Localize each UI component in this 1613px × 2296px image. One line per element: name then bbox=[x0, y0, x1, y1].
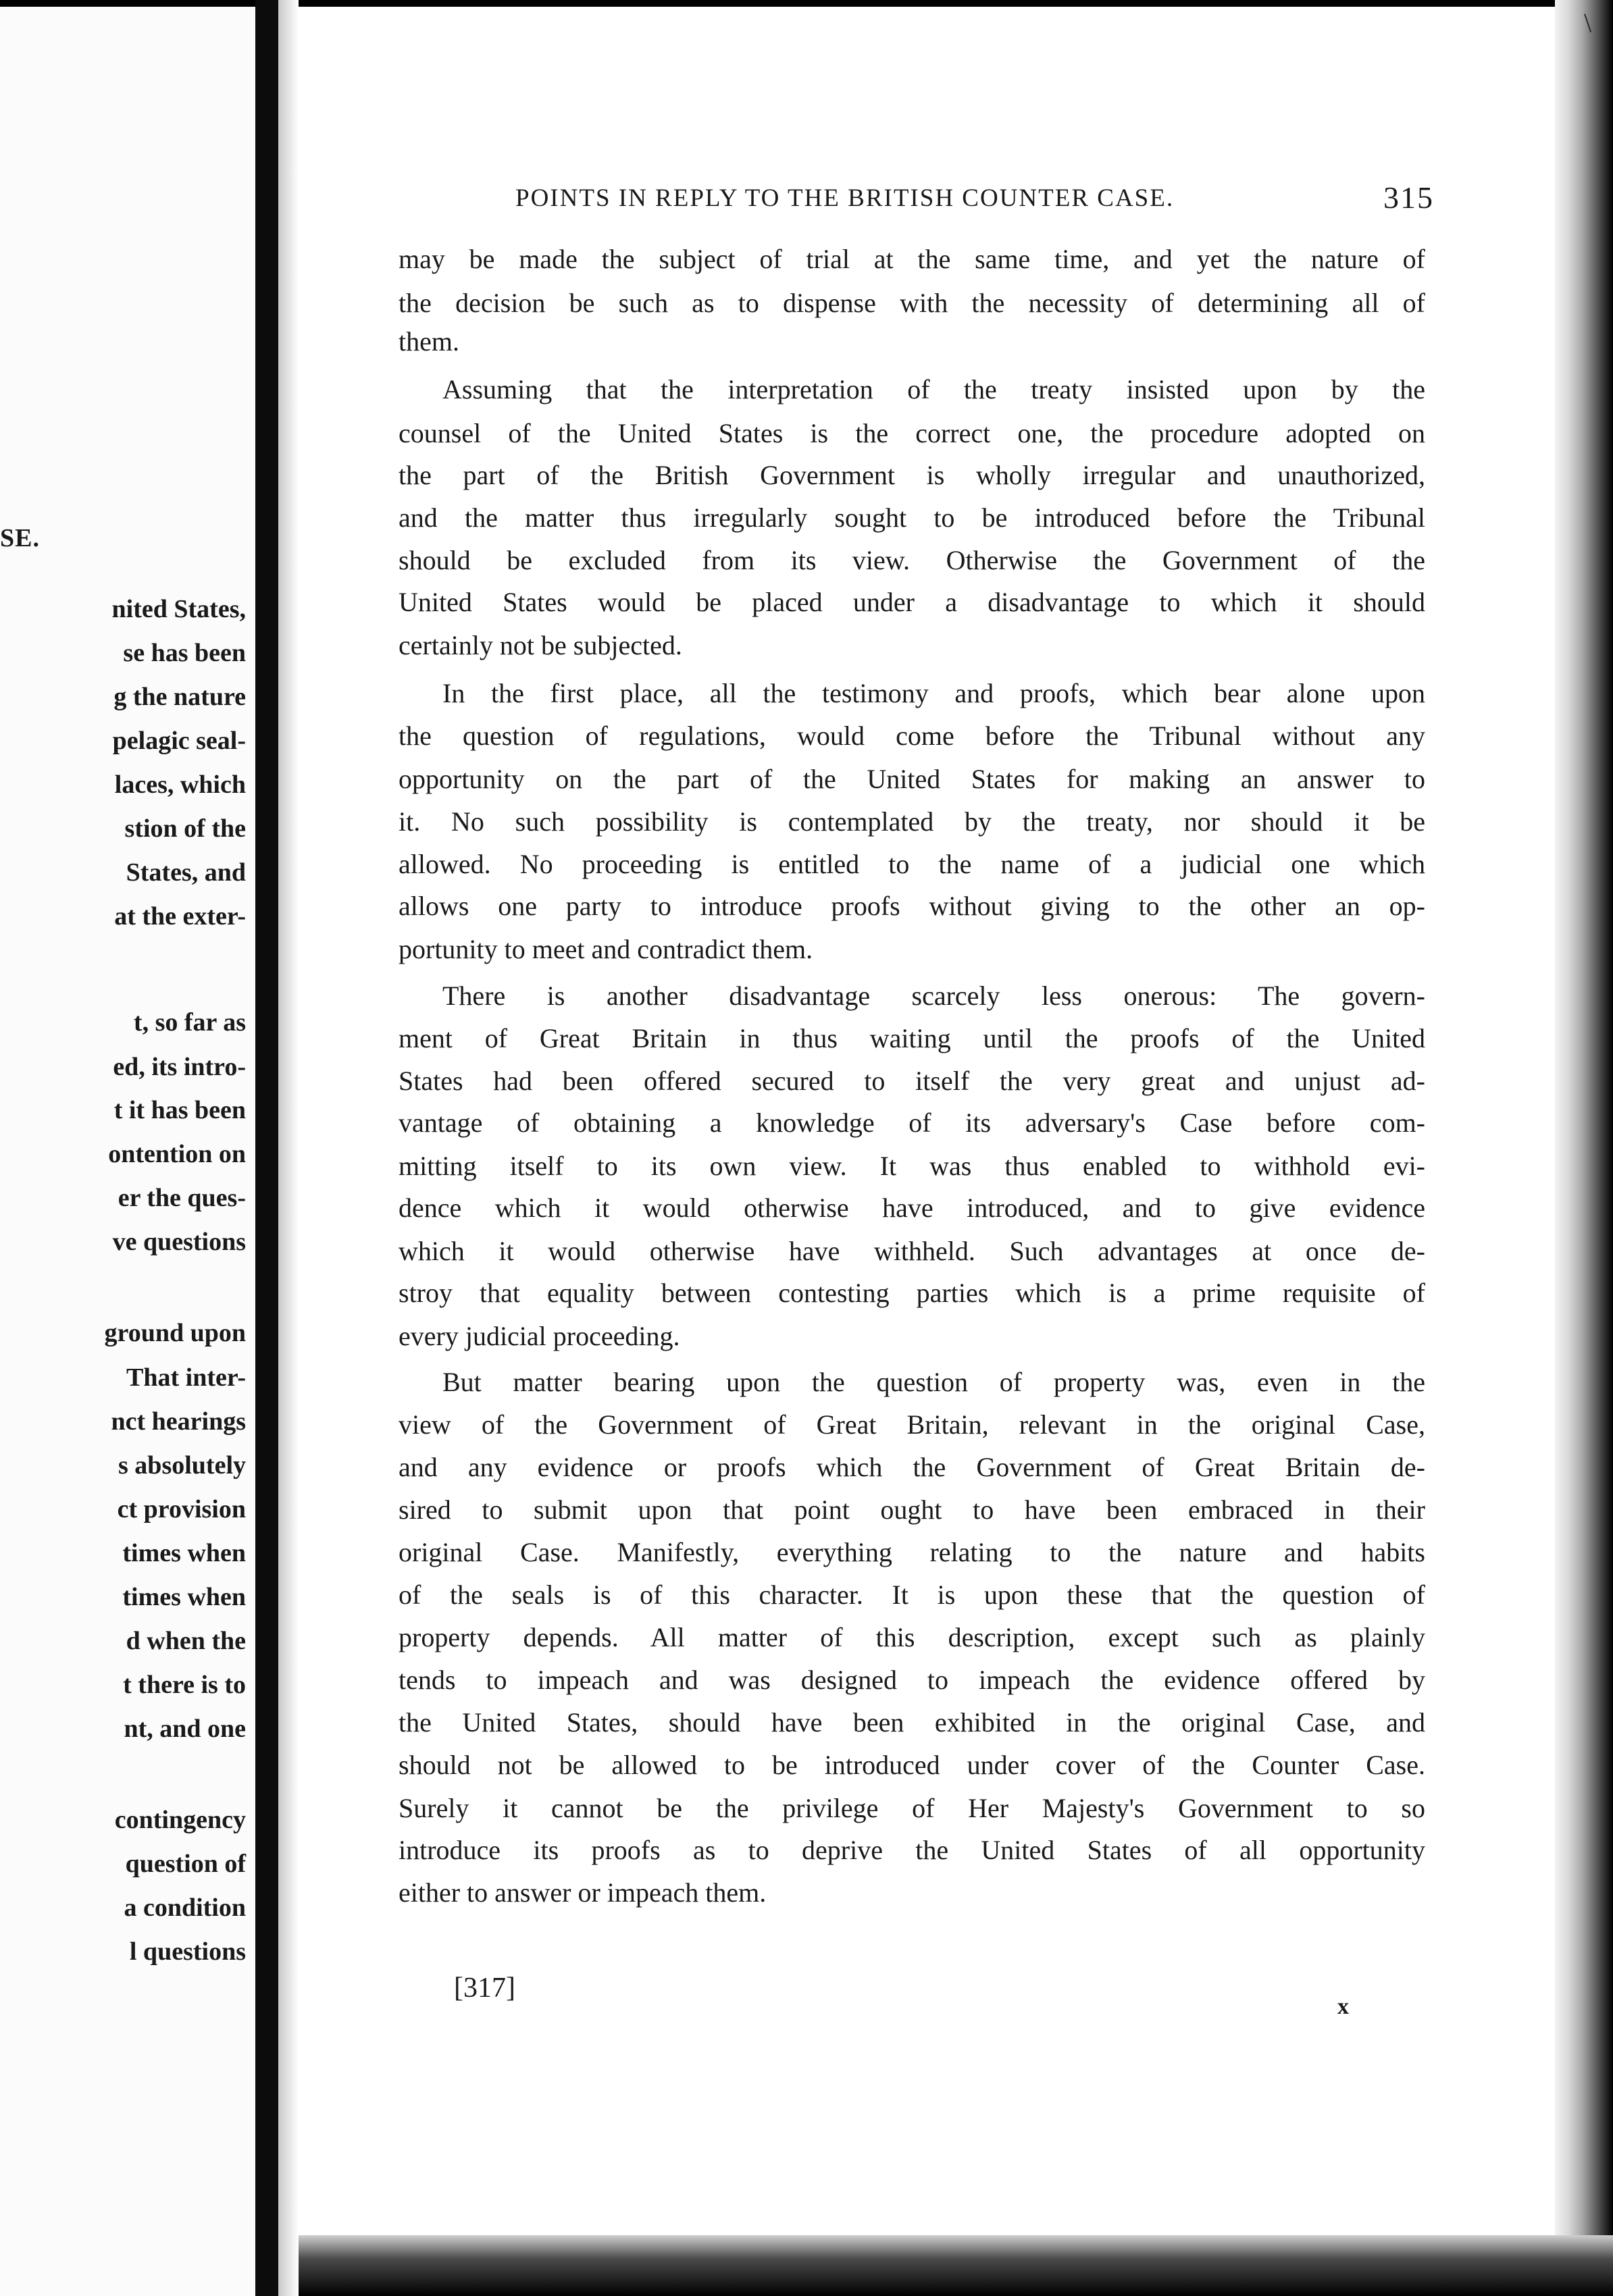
body-line: allows one party to introduce proofs without giving to the other an op- bbox=[399, 891, 1425, 921]
left-page-line: t it has been bbox=[113, 1096, 246, 1124]
left-page-line: ct provision bbox=[117, 1495, 246, 1523]
left-page-line: ve questions bbox=[112, 1228, 246, 1256]
body-line: dence which it would otherwise have introduced, and to give evidence bbox=[399, 1193, 1425, 1223]
body-line: stroy that equality between contesting parties which is a prime requisite of bbox=[399, 1278, 1425, 1308]
left-page-line: laces, which bbox=[114, 771, 246, 799]
body-line: introduce its proofs as to deprive the United States of all opportunity bbox=[399, 1835, 1425, 1865]
body-line: them. bbox=[399, 326, 459, 357]
body-line: and any evidence or proofs which the Government of Great Britain de- bbox=[399, 1452, 1425, 1482]
body-line: sired to submit upon that point ought to have been embraced in their bbox=[399, 1494, 1425, 1525]
left-page-line: t, so far as bbox=[133, 1008, 246, 1037]
body-line: United States would be placed under a disadvantage to which it should bbox=[399, 587, 1425, 617]
body-line: portunity to meet and contradict them. bbox=[399, 934, 813, 964]
body-line: the part of the British Government is wholly irregular and unauthorized, bbox=[399, 460, 1425, 490]
body-line: counsel of the United States is the correct one, the procedure adopted on bbox=[399, 418, 1425, 448]
left-page-line: a condition bbox=[124, 1894, 246, 1922]
left-page-line: That inter- bbox=[126, 1363, 246, 1392]
left-page-line: nct hearings bbox=[111, 1407, 246, 1436]
left-page-line: g the nature bbox=[113, 683, 246, 711]
scan-right-edge bbox=[1555, 0, 1613, 2296]
corner-mark: \ bbox=[1584, 7, 1592, 38]
body-line: property depends. All matter of this description, except such as plainly bbox=[399, 1622, 1425, 1652]
left-page-line: States, and bbox=[126, 858, 246, 887]
body-line: opportunity on the part of the United States for making an answer to bbox=[399, 764, 1425, 794]
body-line: every judicial proceeding. bbox=[399, 1321, 680, 1351]
body-line: of the seals is of this character. It is upon these that the question of bbox=[399, 1580, 1425, 1610]
left-page-line: s absolutely bbox=[118, 1451, 246, 1480]
body-line: should not be allowed to be introduced under cover of the Counter Case. bbox=[399, 1750, 1425, 1780]
page-number: 315 bbox=[1383, 180, 1434, 215]
body-line: the United States, should have been exhibited in the original Case, and bbox=[399, 1707, 1425, 1738]
left-page-line: times when bbox=[122, 1583, 246, 1611]
body-line: the question of regulations, would come before the Tribunal without any bbox=[399, 721, 1425, 751]
left-page-line: t there is to bbox=[123, 1671, 246, 1699]
body-line: Assuming that the interpretation of the treaty insisted upon by the bbox=[442, 374, 1425, 405]
body-line: vantage of obtaining a knowledge of its adversary's Case before com- bbox=[399, 1107, 1425, 1138]
scan-top-edge bbox=[0, 0, 1613, 7]
body-line: tends to impeach and was designed to impeach the evidence offered by bbox=[399, 1665, 1425, 1695]
book-gutter bbox=[255, 0, 278, 2296]
body-line: mitting itself to its own view. It was thus enabled to withhold evi- bbox=[399, 1151, 1425, 1181]
left-page-line: se has been bbox=[123, 639, 246, 667]
body-line: view of the Government of Great Britain, relevant in the original Case, bbox=[399, 1409, 1425, 1440]
signature-number: [317] bbox=[454, 1973, 515, 2004]
left-page-line: pelagic seal- bbox=[112, 727, 246, 755]
gutter-shadow bbox=[278, 0, 299, 2296]
left-page-line: contingency bbox=[114, 1806, 246, 1834]
scan-bottom-edge bbox=[299, 2235, 1613, 2296]
body-line: In the first place, all the testimony and proofs, which bear alone upon bbox=[442, 678, 1425, 708]
body-line: But matter bearing upon the question of property was, even in the bbox=[442, 1367, 1425, 1397]
left-page bbox=[0, 7, 255, 2296]
left-page-line: stion of the bbox=[124, 814, 246, 843]
left-page-line: ontention on bbox=[108, 1140, 246, 1168]
body-line: allowed. No proceeding is entitled to the name of a judicial one which bbox=[399, 849, 1425, 879]
body-line: There is another disadvantage scarcely less onerous: The govern- bbox=[442, 981, 1425, 1011]
running-head-title: POINTS IN REPLY TO THE BRITISH COUNTER CASE. bbox=[515, 184, 1175, 212]
left-page-line: l questions bbox=[129, 1937, 246, 1966]
body-line: ment of Great Britain in thus waiting until the proofs of the United bbox=[399, 1023, 1425, 1053]
running-head bbox=[515, 180, 1434, 215]
left-page-heading: SE. bbox=[0, 524, 40, 552]
body-line: which it would otherwise have withheld. Such advantages at once de- bbox=[399, 1236, 1425, 1266]
left-page-line: nited States, bbox=[111, 595, 246, 623]
left-page-line: nt, and one bbox=[124, 1715, 246, 1743]
body-line: should be excluded from its view. Otherwise the Government of the bbox=[399, 545, 1425, 575]
left-page-line: question of bbox=[125, 1850, 246, 1878]
left-page-line: er the ques- bbox=[118, 1184, 246, 1212]
body-line: States had been offered secured to itself the very great and unjust ad- bbox=[399, 1066, 1425, 1096]
left-page-line: ed, its intro- bbox=[113, 1053, 246, 1081]
body-line: original Case. Manifestly, everything relating to the nature and habits bbox=[399, 1537, 1425, 1567]
body-line: Surely it cannot be the privilege of Her Majesty's Government to so bbox=[399, 1793, 1425, 1823]
body-line: either to answer or impeach them. bbox=[399, 1877, 767, 1908]
left-page-line: at the exter- bbox=[114, 902, 246, 931]
left-page-line: times when bbox=[122, 1539, 246, 1567]
signature-mark: x bbox=[1337, 1994, 1349, 2019]
body-line: and the matter thus irregularly sought to be introduced before the Tribunal bbox=[399, 502, 1425, 533]
body-line: may be made the subject of trial at the same time, and yet the nature of bbox=[399, 244, 1425, 274]
left-page-line: ground upon bbox=[104, 1319, 246, 1347]
body-line: certainly not be subjected. bbox=[399, 630, 682, 660]
body-line: the decision be such as to dispense with the necessity of determining all of bbox=[399, 288, 1425, 318]
body-line: it. No such possibility is contemplated by the treaty, nor should it be bbox=[399, 806, 1425, 837]
left-page-line: d when the bbox=[126, 1627, 246, 1655]
